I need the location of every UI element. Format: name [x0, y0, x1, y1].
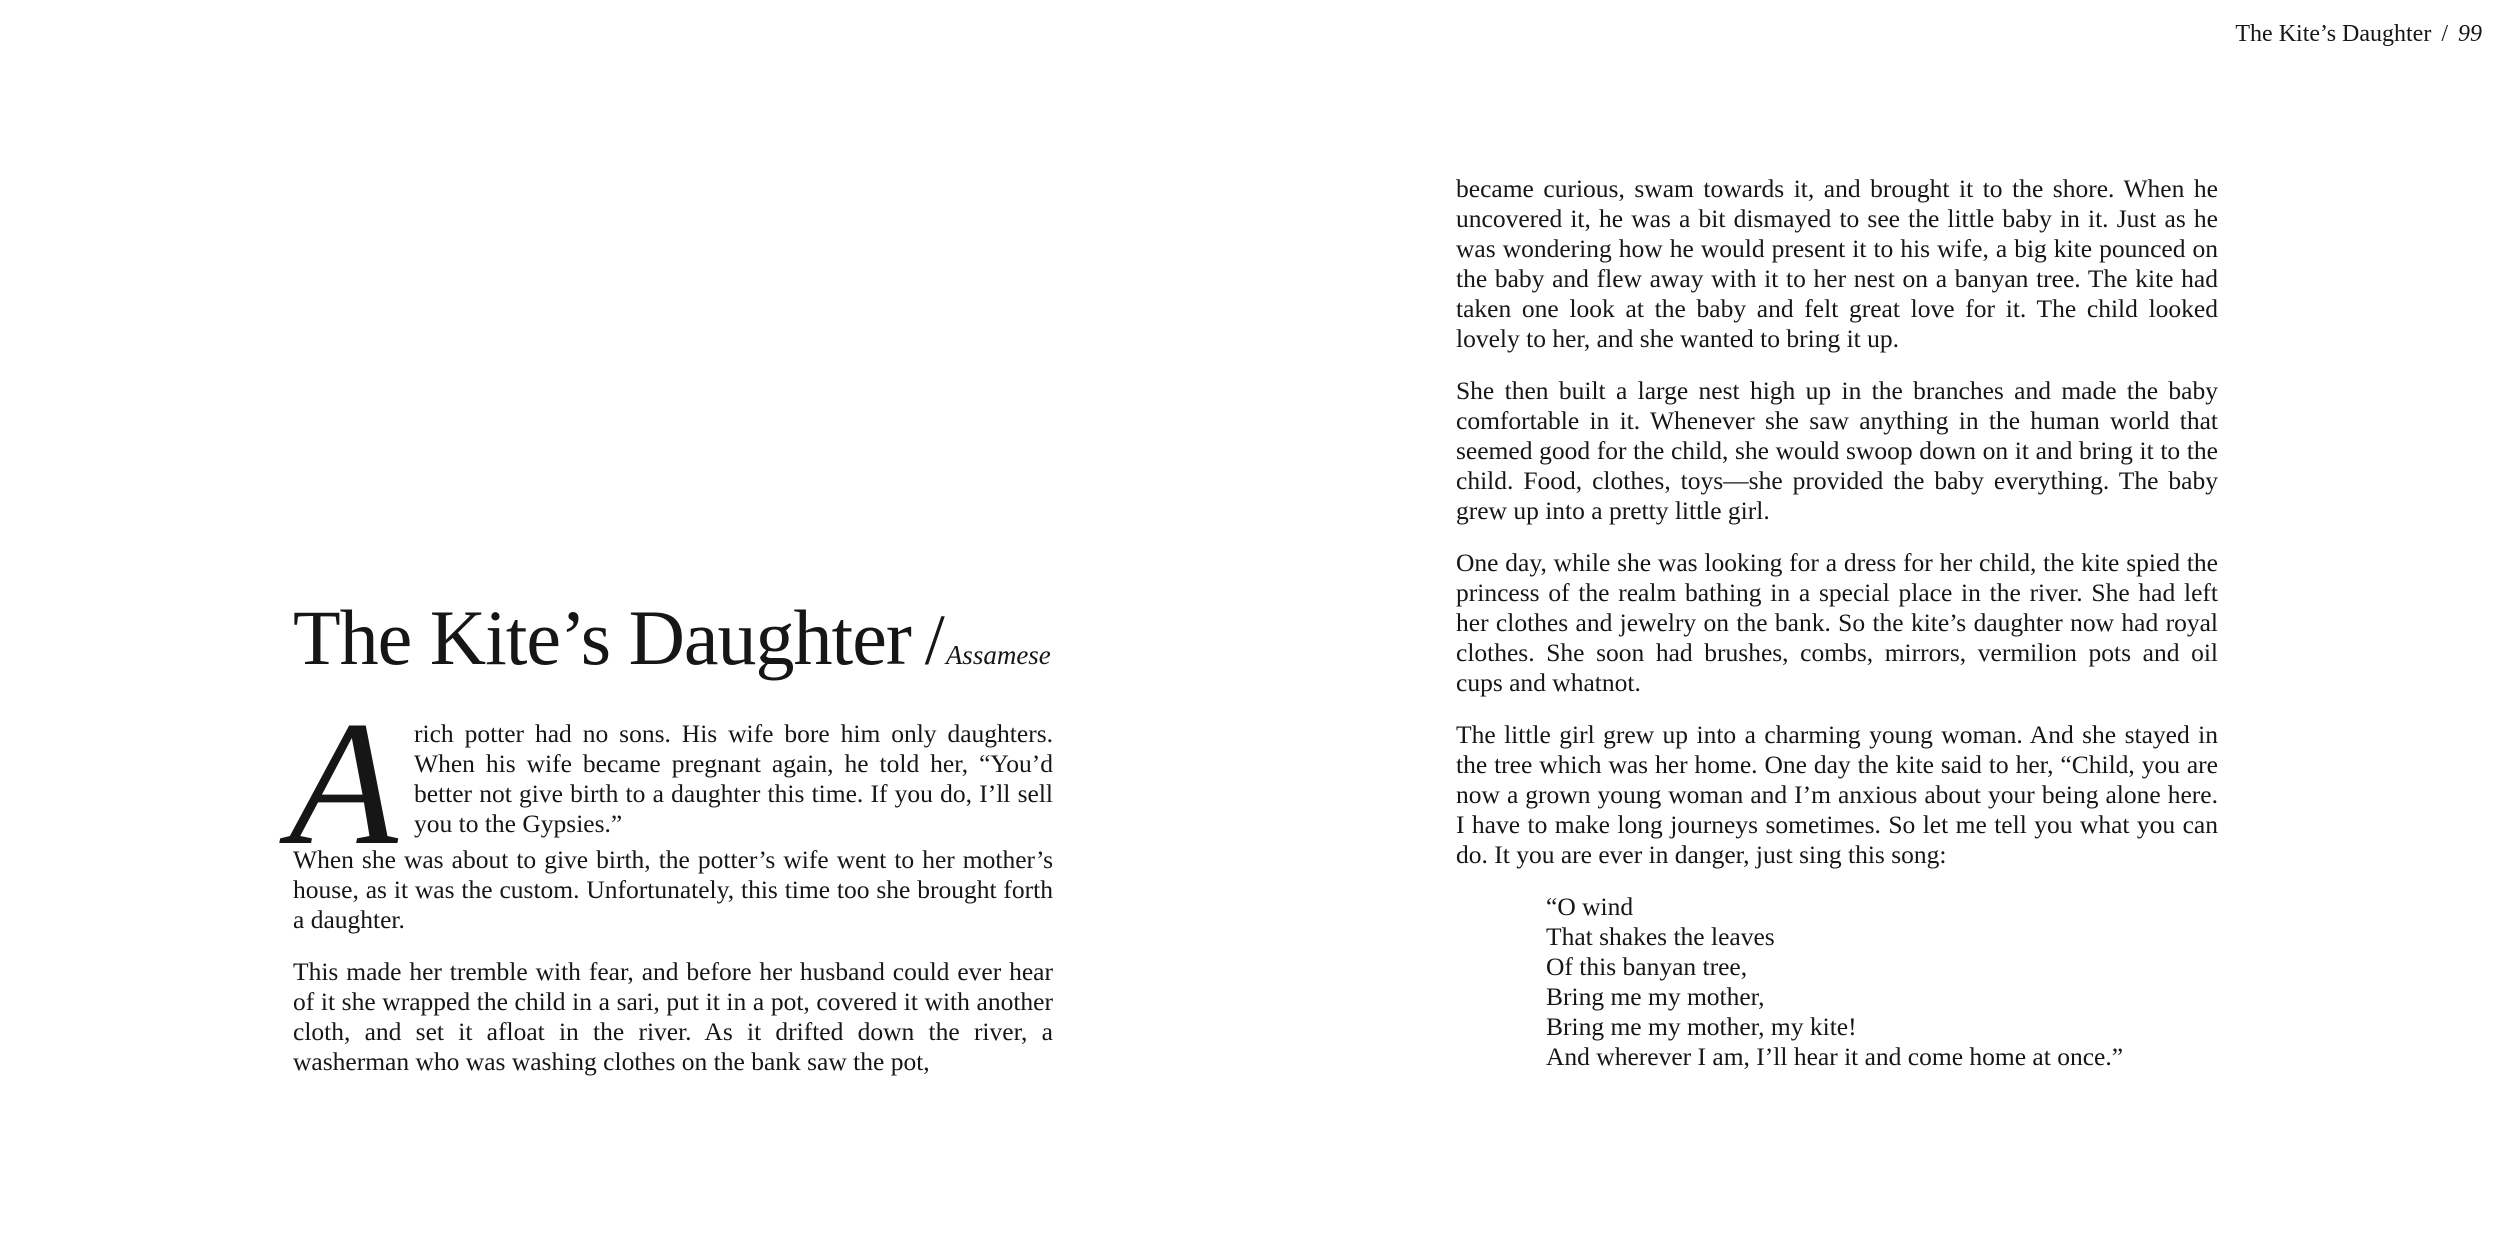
- paragraph: When she was about to give birth, the potter’s wife went to her mother’s house, as it was the custom. Unfortunately, this time too she brought forth a daughter.: [293, 845, 1053, 934]
- verse-line: Bring me my mother, my kite!: [1546, 1012, 1857, 1041]
- opening-text: rich potter had no sons. His wife bore him only daughters. When his wife became pregnant again, he told her, “You’d better not give birth to a daughter this time. If you do, I’ll sell you to the Gypsies.”: [414, 719, 1053, 838]
- verse-line: And wherever I am, I’ll hear it and come home at once.”: [1546, 1042, 2124, 1071]
- title-separator: /: [924, 600, 944, 680]
- running-head-title: The Kite’s Daughter: [2235, 21, 2432, 47]
- verse-line: That shakes the leaves: [1546, 922, 1775, 951]
- drop-cap: A: [289, 684, 398, 882]
- paragraph: This made her tremble with fear, and before her husband could ever hear of it she wrapped the child in a sari, put it in a pot, covered it with another cloth, and set it afloat in the river. As it drifted down the river, a washerman who was washing clothes on the bank saw the pot,: [293, 957, 1053, 1076]
- song-verse: [1546, 892, 2218, 1072]
- running-head-separator: /: [2441, 21, 2448, 47]
- verse-line: Bring me my mother,: [1546, 982, 1765, 1011]
- running-head: [2235, 16, 2482, 52]
- paragraph: became curious, swam towards it, and brought it to the shore. When he uncovered it, he was a bit dismayed to see the little baby in it. Just as he was wondering how he would present it to his wife, a big kite pounced on the baby and flew away with it to her nest on a banyan tree. The kite had taken one look at the baby and felt great love for it. The child looked lovely to her, and she wanted to bring it up.: [1456, 174, 2218, 353]
- right-page: [1456, 174, 2218, 1072]
- verse-line: Of this banyan tree,: [1546, 952, 1748, 981]
- story-origin: Assamese: [945, 640, 1051, 670]
- verse-line: “O wind: [1546, 892, 1634, 921]
- story-title-block: [293, 590, 1053, 703]
- left-page: [289, 590, 1053, 1099]
- paragraph: One day, while she was looking for a dress for her child, the kite spied the princess of the realm bathing in a special place in the river. She had left her clothes and jewelry on the bank. So the kite’s daughter now had royal clothes. She soon had brushes, combs, mirrors, vermilion pots and oil cups and whatnot.: [1456, 548, 2218, 697]
- opening-paragraph: [289, 684, 1053, 882]
- paragraph: She then built a large nest high up in the branches and made the baby comfortable in it. Whenever she saw anything in the human world that seemed good for the child, she would swoop down on it and bring it to the child. Food, clothes, toys—she provided the baby everything. The baby grew up into a pretty little girl.: [1456, 376, 2218, 525]
- paragraph: The little girl grew up into a charming young woman. And she stayed in the tree which was her home. One day the kite said to her, “Child, you are now a grown young woman and I’m anxious about your being alone here. I have to make long journeys sometimes. So let me tell you what you can do. It you are ever in danger, just sing this song:: [1456, 720, 2218, 869]
- page-number: 99: [2458, 21, 2482, 47]
- story-title: The Kite’s Daughter: [293, 594, 911, 681]
